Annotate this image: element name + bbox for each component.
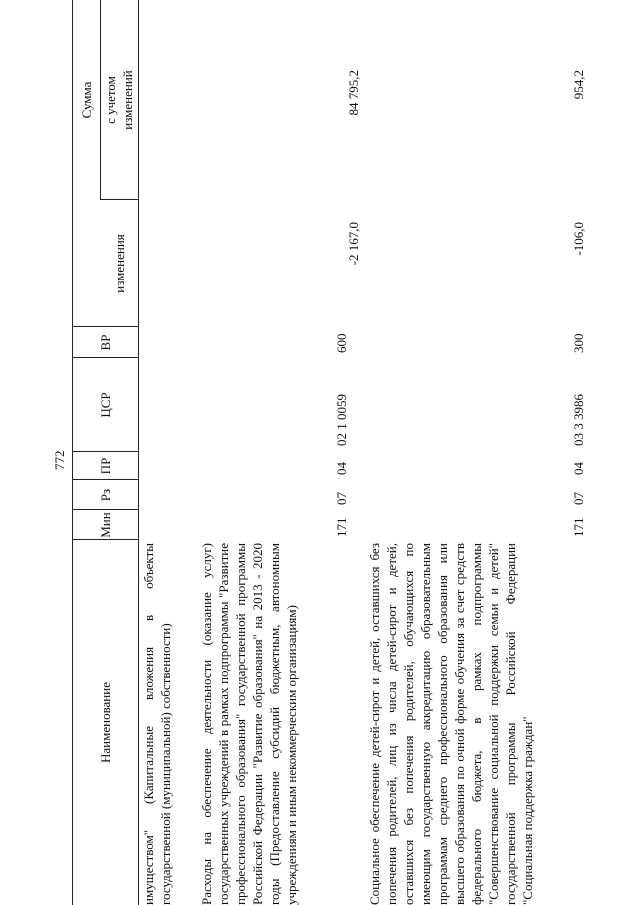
row-2-min: 171: [334, 517, 349, 537]
header-rz: Рз: [97, 488, 113, 502]
header-csr: ЦСР: [97, 392, 113, 418]
header-pr: ПР: [97, 457, 113, 475]
row-2-with-change: 84 795,2: [346, 70, 361, 116]
row-1-name: имуществом" (Капитальные вложения в объекты государственной (муниципальной) собственности): [141, 543, 173, 905]
row-2-rz: 07: [334, 492, 349, 505]
row-3-min: 171: [571, 517, 586, 537]
row-3-vr: 300: [571, 333, 586, 353]
page-number: 772: [52, 450, 67, 470]
header-with-change: с учетом изменений: [103, 70, 135, 130]
row-2-change: -2 167,0: [346, 222, 361, 266]
header-sum: Сумма: [78, 81, 94, 119]
header-name: Наименование: [97, 682, 113, 763]
row-3-csr: 03 3 3986: [571, 394, 586, 446]
row-2-csr: 02 1 0059: [334, 394, 349, 446]
header-vr: ВР: [97, 334, 113, 351]
header-change: изменения: [111, 234, 127, 293]
row-3-pr: 04: [571, 462, 586, 475]
row-2-name: Расходы на обеспечение деятельности (оказание услуг) государственных учреждений в рамках подпрограммы "Развитие профессионального образования" государственной программы Российской Федерации "Развитие образования" на 2013 - 2020 годы (Предоставление субсидий бюджетным, автономным учреждениям и иным некоммерческим организациям): [199, 543, 299, 905]
row-3-rz: 07: [571, 492, 586, 505]
header-bottom-border: [138, 0, 139, 905]
header-min: Мин: [97, 512, 113, 538]
row-2-pr: 04: [334, 462, 349, 475]
row-3-change: -106,0: [571, 222, 586, 256]
row-3-name: Социальное обеспечение детей-сирот и детей, оставшихся без попечения родителей, лиц из числа детей-сирот и детей, оставшихся без попечения родителей, обучающихся по имеющим государственную аккредитацию образовательным программам среднего профессионального образования или высшего образования по очной форме обучения за счет средств федерального бюджета, в рамках подпрограммы "Совершенствование социальной поддержки семьи и детей" государственной программы Российской Федерации "Социальная поддержка граждан": [367, 543, 535, 905]
row-3-with-change: 954,2: [571, 70, 586, 100]
row-2-vr: 600: [334, 333, 349, 353]
